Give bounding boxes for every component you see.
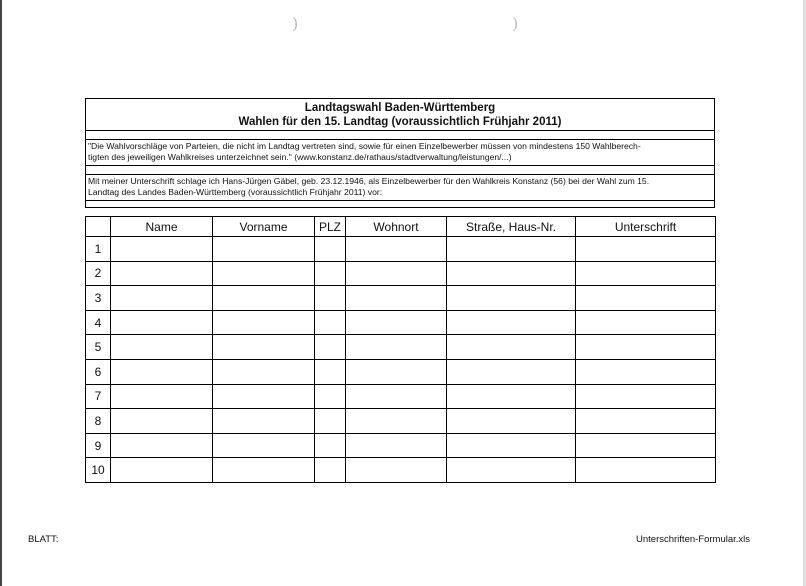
name-cell[interactable] — [111, 310, 213, 335]
plz-cell[interactable] — [315, 384, 346, 409]
name-cell[interactable] — [111, 458, 213, 483]
vorname-cell[interactable] — [213, 409, 315, 434]
plz-cell[interactable] — [315, 359, 346, 384]
unterschrift-cell[interactable] — [576, 433, 716, 458]
table-row — [86, 335, 716, 360]
strasse-cell[interactable] — [447, 237, 576, 262]
strasse-cell[interactable] — [447, 384, 576, 409]
strasse-cell[interactable] — [447, 458, 576, 483]
title-block — [86, 99, 714, 131]
row-number: 6 — [86, 359, 111, 384]
plz-cell[interactable] — [315, 335, 346, 360]
form-header — [85, 98, 715, 208]
row-number: 5 — [86, 335, 111, 360]
unterschrift-cell[interactable] — [576, 458, 716, 483]
vorname-cell[interactable] — [213, 286, 315, 311]
declaration-text — [86, 175, 714, 201]
notice-line: "Die Wahlvorschläge von Parteien, die nicht im Landtag vertreten sind, sowie für einen Einzelbewerber müssen von mindestens 150 Wahlberech- — [88, 141, 641, 151]
row-number: 7 — [86, 384, 111, 409]
scan-edge-left — [0, 0, 2, 586]
unterschrift-cell[interactable] — [576, 310, 716, 335]
wohnort-cell[interactable] — [346, 237, 447, 262]
wohnort-cell[interactable] — [346, 261, 447, 286]
vorname-cell[interactable] — [213, 458, 315, 483]
plz-cell[interactable] — [315, 433, 346, 458]
column-header-strasse: Straße, Haus-Nr. — [447, 217, 576, 237]
name-cell[interactable] — [111, 335, 213, 360]
vorname-cell[interactable] — [213, 335, 315, 360]
punch-hole-mark: ) — [292, 14, 299, 33]
wohnort-cell[interactable] — [346, 335, 447, 360]
table-row — [86, 409, 716, 434]
column-header-plz: PLZ — [315, 217, 346, 237]
vorname-cell[interactable] — [213, 359, 315, 384]
wohnort-cell[interactable] — [346, 458, 447, 483]
plz-cell[interactable] — [315, 409, 346, 434]
wohnort-cell[interactable] — [346, 433, 447, 458]
column-header-unterschrift: Unterschrift — [576, 217, 716, 237]
row-number: 9 — [86, 433, 111, 458]
table-row — [86, 237, 716, 262]
vorname-cell[interactable] — [213, 384, 315, 409]
wohnort-cell[interactable] — [346, 384, 447, 409]
row-number: 10 — [86, 458, 111, 483]
spacer-row — [86, 131, 714, 140]
unterschrift-cell[interactable] — [576, 384, 716, 409]
spacer-row — [86, 166, 714, 175]
form-subtitle: Wahlen für den 15. Landtag (voraussichtlich Frühjahr 2011) — [238, 116, 562, 128]
wohnort-cell[interactable] — [346, 359, 447, 384]
unterschrift-cell[interactable] — [576, 261, 716, 286]
unterschrift-cell[interactable] — [576, 409, 716, 434]
plz-cell[interactable] — [315, 237, 346, 262]
column-header-number — [86, 217, 111, 237]
unterschrift-cell[interactable] — [576, 335, 716, 360]
name-cell[interactable] — [111, 409, 213, 434]
unterschrift-cell[interactable] — [576, 359, 716, 384]
column-header-vorname: Vorname — [213, 217, 315, 237]
footer-sheet-label: BLATT: — [28, 534, 59, 545]
row-number: 3 — [86, 286, 111, 311]
plz-cell[interactable] — [315, 310, 346, 335]
table-row — [86, 433, 716, 458]
strasse-cell[interactable] — [447, 359, 576, 384]
wohnort-cell[interactable] — [346, 286, 447, 311]
name-cell[interactable] — [111, 433, 213, 458]
vorname-cell[interactable] — [213, 310, 315, 335]
notice-text — [86, 140, 714, 166]
row-number: 4 — [86, 310, 111, 335]
strasse-cell[interactable] — [447, 433, 576, 458]
table-row — [86, 359, 716, 384]
notice-line: tigten des jeweiligen Wahlkreises unterzeichnet sein." (www.konstanz.de/rathaus/stadtverwaltung/leistungen/...) — [88, 152, 512, 162]
row-number: 8 — [86, 409, 111, 434]
strasse-cell[interactable] — [447, 335, 576, 360]
table-row — [86, 286, 716, 311]
wohnort-cell[interactable] — [346, 310, 447, 335]
name-cell[interactable] — [111, 237, 213, 262]
vorname-cell[interactable] — [213, 237, 315, 262]
punch-hole-mark: ) — [512, 14, 519, 33]
declaration-line: Mit meiner Unterschrift schlage ich Hans-Jürgen Gäbel, geb. 23.12.1946, als Einzelbewerber für den Wahlkreis Konstanz (56) bei der Wahl zum 15. — [88, 176, 650, 186]
strasse-cell[interactable] — [447, 310, 576, 335]
name-cell[interactable] — [111, 359, 213, 384]
strasse-cell[interactable] — [447, 261, 576, 286]
form-title: Landtagswahl Baden-Württemberg — [304, 102, 496, 114]
signature-table — [85, 216, 716, 483]
strasse-cell[interactable] — [447, 409, 576, 434]
strasse-cell[interactable] — [447, 286, 576, 311]
column-header-name: Name — [111, 217, 213, 237]
vorname-cell[interactable] — [213, 261, 315, 286]
table-row — [86, 384, 716, 409]
unterschrift-cell[interactable] — [576, 286, 716, 311]
footer-filename: Unterschriften-Formular.xls — [636, 534, 751, 545]
plz-cell[interactable] — [315, 458, 346, 483]
name-cell[interactable] — [111, 261, 213, 286]
declaration-line: Landtag des Landes Baden-Württemberg (voraussichtlich Frühjahr 2011) vor: — [88, 187, 383, 197]
table-header-row — [86, 217, 716, 237]
column-header-wohnort: Wohnort — [346, 217, 447, 237]
table-row — [86, 310, 716, 335]
row-number: 2 — [86, 261, 111, 286]
table-row — [86, 261, 716, 286]
spacer-row — [86, 201, 714, 208]
plz-cell[interactable] — [315, 286, 346, 311]
table-row — [86, 458, 716, 483]
row-number: 1 — [86, 237, 111, 262]
plz-cell[interactable] — [315, 261, 346, 286]
vorname-cell[interactable] — [213, 433, 315, 458]
unterschrift-cell[interactable] — [576, 237, 716, 262]
wohnort-cell[interactable] — [346, 409, 447, 434]
name-cell[interactable] — [111, 286, 213, 311]
name-cell[interactable] — [111, 384, 213, 409]
